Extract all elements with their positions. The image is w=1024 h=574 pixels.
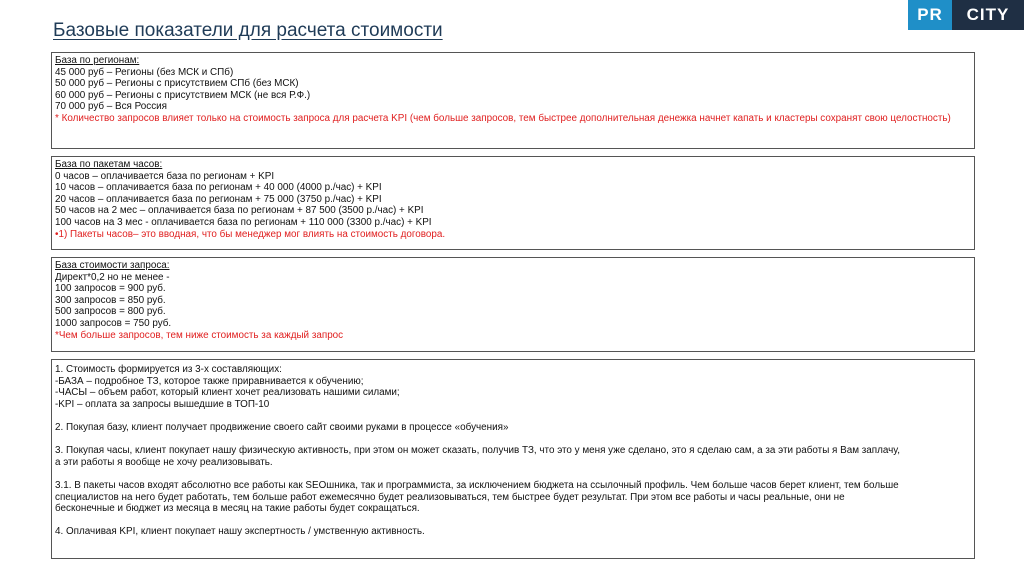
explanation-line: -БАЗА – подробное ТЗ, которое также приравнивается к обучению; [55,375,364,387]
region-note: * Количество запросов влияет только на стоимость запроса для расчета KPI (чем больше запросов, тем быстрее дополнительная денежка начнет капать и кластеры сохранят свою целостность) [55,112,951,124]
explanation-line: а эти работы я вообще не хочу реализовывать. [55,456,273,468]
hours-package-heading: База по пакетам часов: [55,159,163,170]
prcity-logo [908,0,1024,30]
query-line: 300 запросов = 850 руб. [55,294,166,306]
query-note: *Чем больше запросов, тем ниже стоимость за каждый запрос [55,329,344,341]
explanation-line: 2. Покупая базу, клиент получает продвижение своего сайт своими руками в процессе «обучения» [55,421,509,433]
region-line: 50 000 руб – Регионы с присутствием СПб (без МСК) [55,78,299,90]
query-line: 100 запросов = 900 руб. [55,283,166,295]
hours-note: •1) Пакеты часов– это вводная, что бы менеджер мог влиять на стоимость договора. [55,228,446,240]
hours-line: 50 часов на 2 мес – оплачивается база по регионам + 87 500 (3500 р./час) + KPI [55,205,424,217]
hours-line: 10 часов – оплачивается база по регионам + 40 000 (4000 р./час) + KPI [55,182,382,194]
hours-line: 100 часов на 3 мес - оплачивается база по регионам + 110 000 (3300 р./час) + KPI [55,216,432,228]
explanation-line: -ЧАСЫ – объем работ, который клиент хочет реализовать нашими силами; [55,387,400,399]
explanation-line: 3.1. В пакеты часов входят абсолютно все работы как SEOшника, так и программиста, за исключением бюджета на ссылочный профиль. Чем больше часов берет клиент, тем больше [55,479,899,491]
region-base-box [51,52,975,149]
region-base-heading: База по регионам: [55,55,140,66]
region-line: 70 000 руб – Вся Россия [55,101,168,113]
logo-pr: PR [908,0,952,30]
explanation-line: -KPI – оплата за запросы вышедшие в ТОП-10 [55,398,270,410]
explanation-line: бесконечные и бюджет из месяца в месяц на такие работы будет сокращаться. [55,503,420,515]
page-title: Базовые показатели для расчета стоимости [53,20,443,41]
region-line: 45 000 руб – Регионы (без МСК и СПб) [55,66,234,78]
explanation-line: 1. Стоимость формируется из 3-х составляющих: [55,364,282,375]
query-line: Директ*0,2 но не менее - [55,271,170,283]
explanation-line: специалистов на него будет работать, тем больше работ ежемесячно будет реализовываться, тем быстрее будет результат. При этом все работы и часы реальные, они не [55,491,845,503]
hours-package-box [51,156,975,250]
explanation-box [51,359,975,559]
hours-line: 0 часов – оплачивается база по регионам + KPI [55,170,275,182]
query-line: 1000 запросов = 750 руб. [55,317,172,329]
explanation-line: 3. Покупая часы, клиент покупает нашу физическую активность, при этом он может сказать, получив ТЗ, что это у меня уже сделано, это я сделаю сам, а за эти работы я Вам заплачу, [55,445,900,457]
explanation-line: 4. Оплачивая KPI, клиент покупает нашу экспертность / умственную активность. [55,526,425,538]
query-line: 500 запросов = 800 руб. [55,306,166,318]
hours-line: 20 часов – оплачивается база по регионам + 75 000 (3750 р./час) + KPI [55,193,382,205]
query-cost-heading: База стоимости запроса: [55,260,170,271]
region-line: 60 000 руб – Регионы с присутствием МСК (не вся Р.Ф.) [55,89,311,101]
query-cost-box [51,257,975,352]
logo-city: CITY [952,0,1024,30]
